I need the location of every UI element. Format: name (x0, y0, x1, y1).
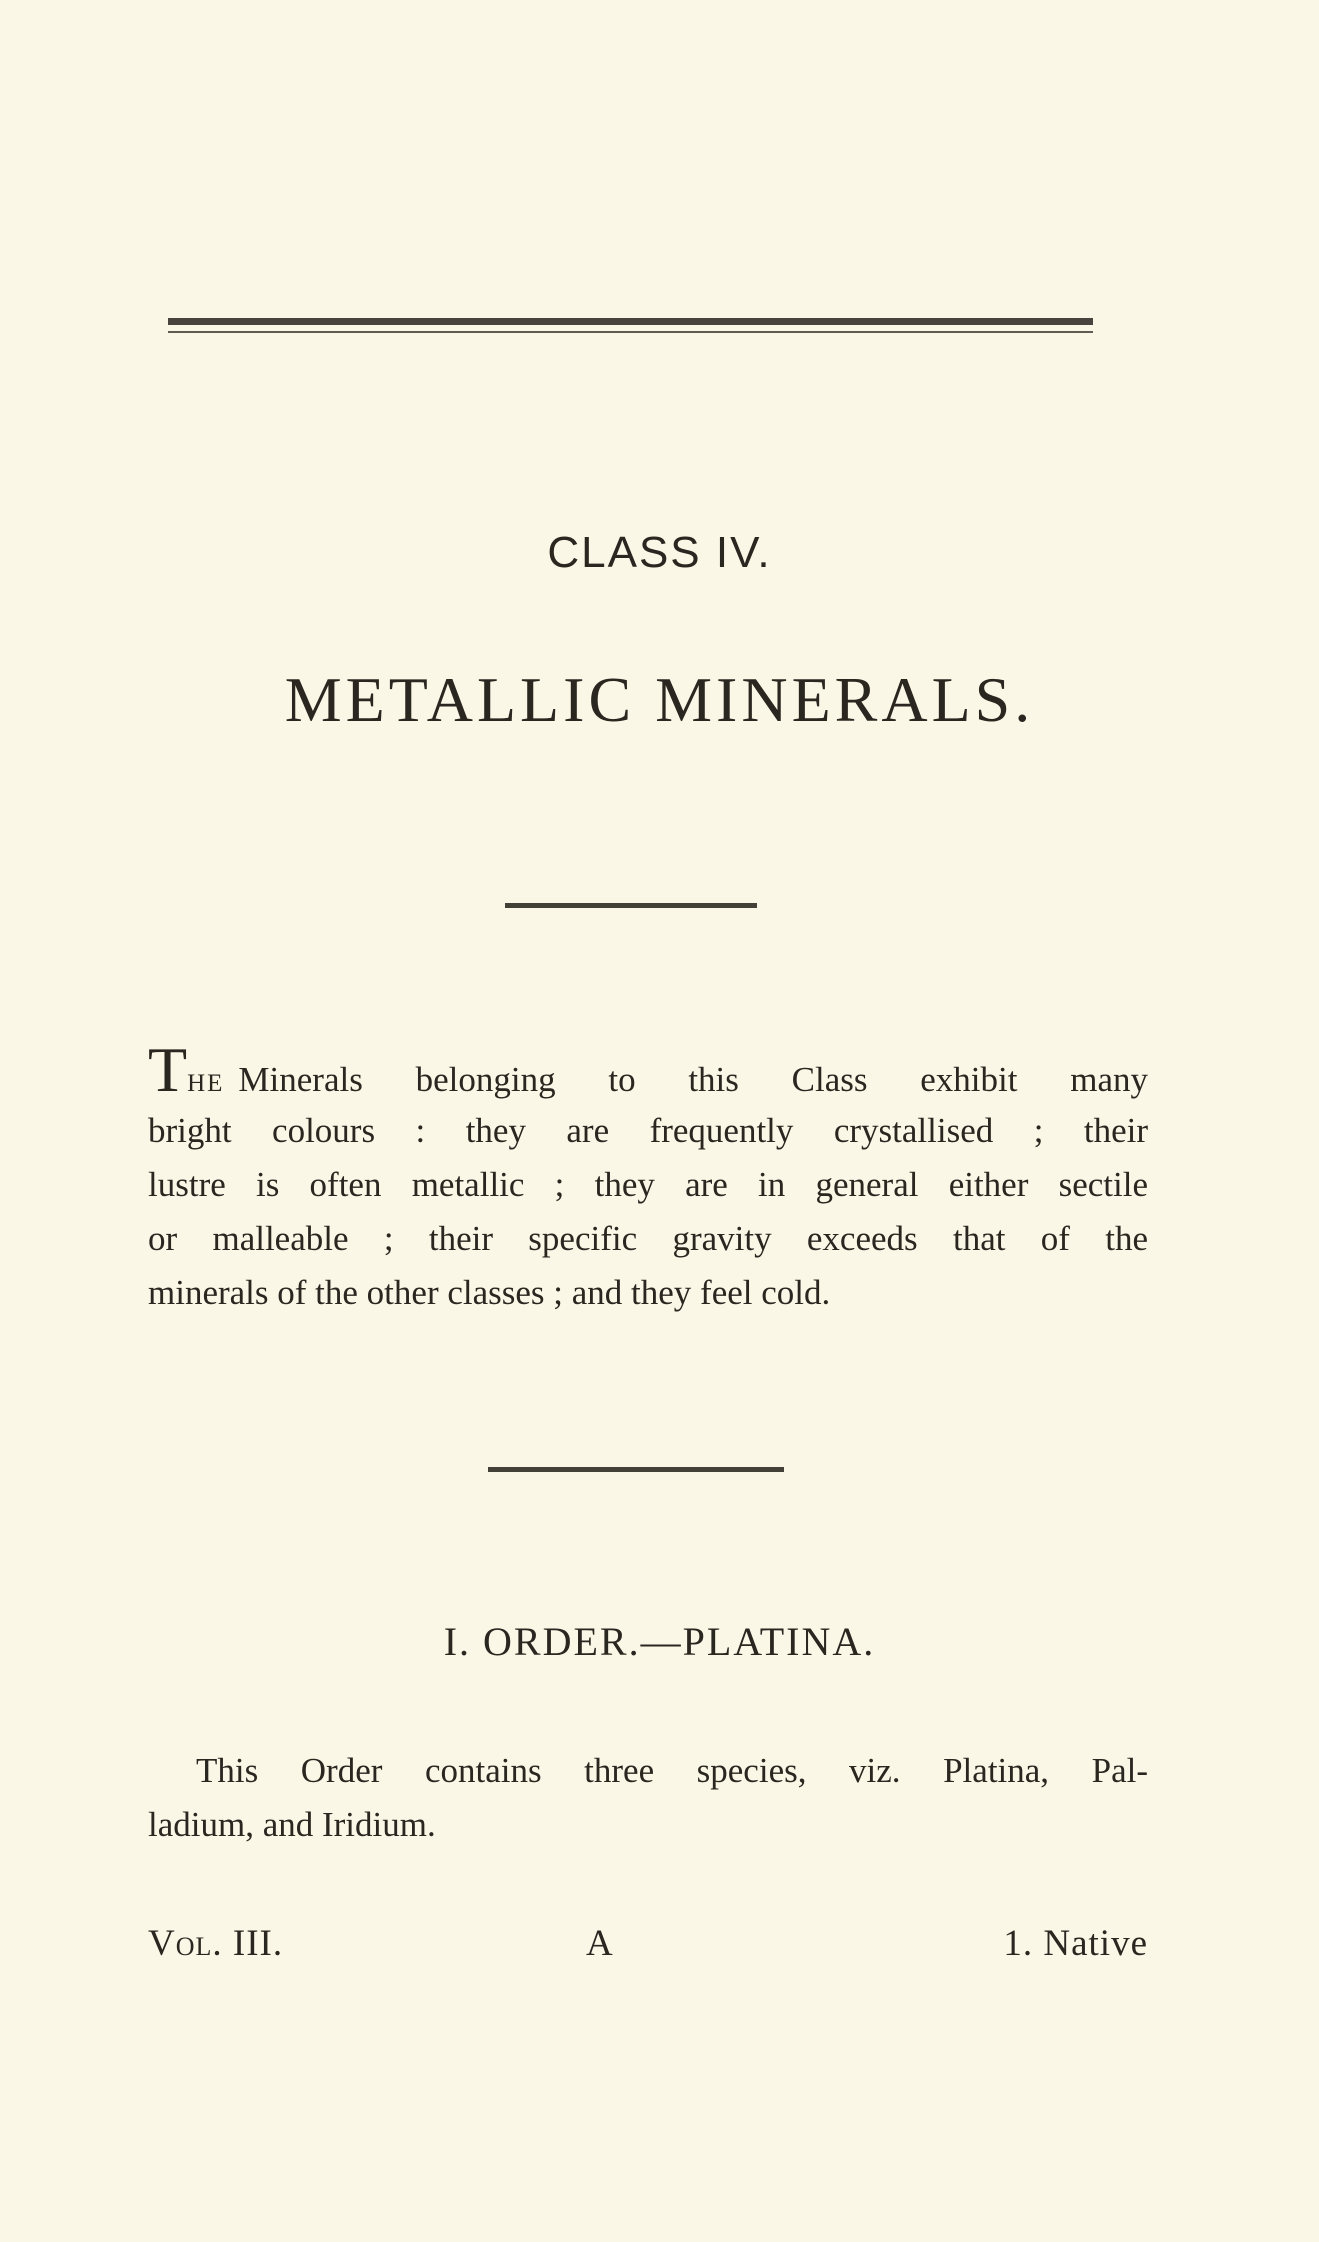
intro-line-1-text: Minerals belonging to this Class exhibit many (238, 1060, 1148, 1099)
order-paragraph (148, 1744, 1148, 1852)
top-rule-thick (168, 318, 1093, 325)
class-title: METALLIC MINERALS. (284, 664, 1035, 735)
catchword: 1. Native (1003, 1923, 1148, 1964)
intro-line-4: or malleable ; their specific gravity exceeds that of the (148, 1219, 1148, 1258)
drop-cap: T (148, 1034, 188, 1105)
section-divider-rule (505, 903, 757, 908)
class-heading: CLASS IV. (547, 528, 772, 577)
top-rule-thin (168, 331, 1093, 333)
order-line-2: ladium, and Iridium. (148, 1805, 436, 1844)
intro-line-2: bright colours : they are frequently crystallised ; their (148, 1111, 1148, 1150)
drop-cap-smallcaps: he (187, 1060, 225, 1099)
top-double-rule (168, 318, 1093, 333)
intro-line-1 (148, 1034, 1148, 1105)
intro-line-3: lustre is often metallic ; they are in general either sectile (148, 1165, 1148, 1204)
signature-mark: A (586, 1923, 613, 1964)
page-footer (148, 1922, 1148, 1972)
order-divider-rule (488, 1467, 784, 1472)
order-heading: I. ORDER.—PLATINA. (443, 1619, 876, 1664)
volume-label: Vol. III. (148, 1923, 284, 1964)
intro-paragraph (148, 1034, 1148, 1320)
intro-line-5: minerals of the other classes ; and they feel cold. (148, 1273, 831, 1312)
order-line-1: This Order contains three species, viz. Platina, Pal- (196, 1751, 1148, 1790)
